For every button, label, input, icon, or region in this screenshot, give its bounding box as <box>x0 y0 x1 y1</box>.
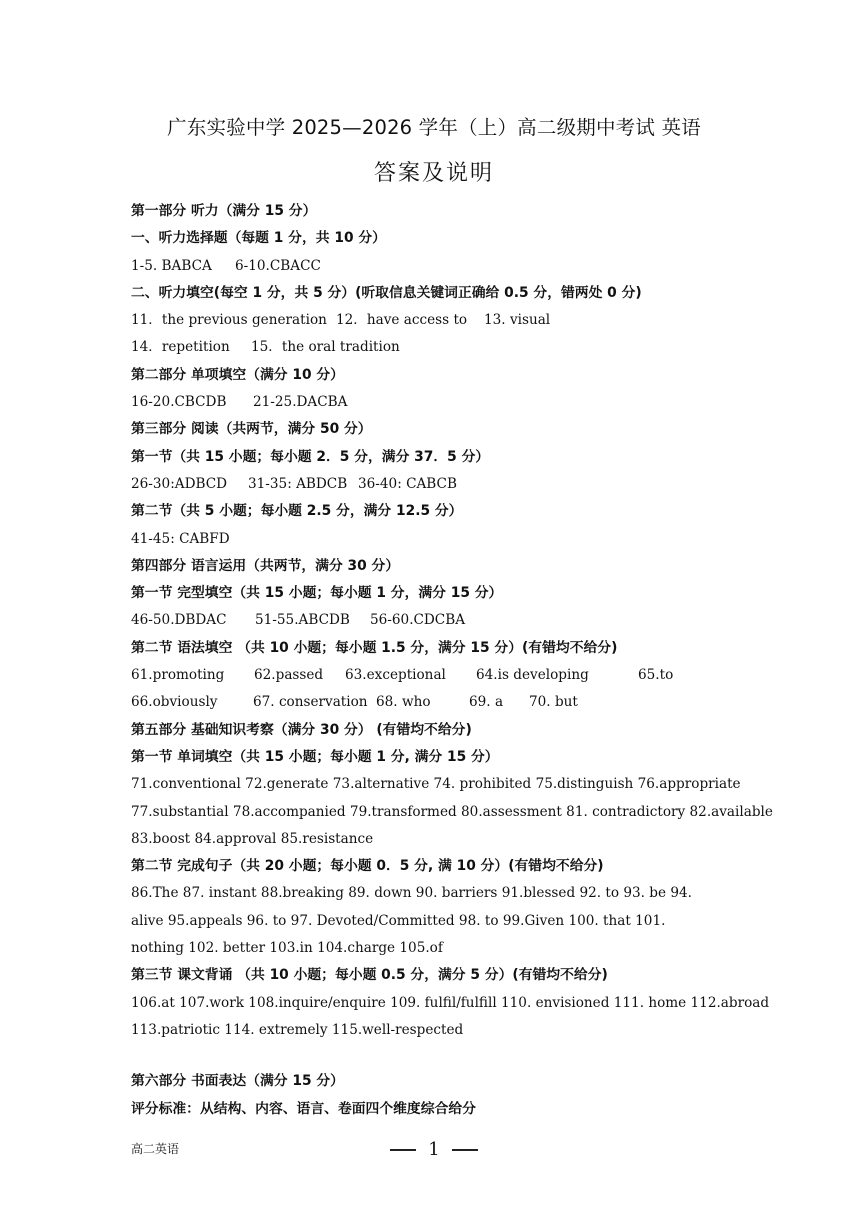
document-subtitle: 答案及说明 <box>373 161 494 186</box>
answer-item: 21-25.DACBA <box>253 394 348 411</box>
page-number <box>0 1139 868 1160</box>
answer-item: 64.is developing <box>476 667 589 684</box>
section-heading: 第二节（共 5 小题；每小题 2.5 分，满分 12.5 分） <box>131 503 463 520</box>
section-heading: 第一节（共 15 小题；每小题 2．5 分，满分 37．5 分） <box>131 448 490 465</box>
answer-line <box>131 526 731 553</box>
answer-item: 51-55.ABCDB <box>255 612 350 629</box>
section-heading: 第二节 完成句子（共 20 小题；每小题 0．5 分, 满 10 分）(有错均不给分) <box>131 858 604 875</box>
answer-line: 113.patriotic 114. extremely 115.well-respected <box>131 1021 464 1038</box>
answer-item: 11．the previous generation <box>131 312 327 329</box>
footer-subject: 高二英语 <box>131 1142 180 1156</box>
answer-item: 61.promoting <box>131 667 225 684</box>
answer-item: 65.to <box>638 667 674 684</box>
answer-line <box>131 389 731 416</box>
answer-item: 62.passed <box>254 667 324 684</box>
section-heading: 第二部分 单项填空（满分 10 分） <box>131 366 344 383</box>
answer-line <box>131 689 731 716</box>
answer-line <box>131 253 731 280</box>
answer-item: 14．repetition <box>131 339 230 356</box>
document-title: 广东实验中学 2025—2026 学年（上）高二级期中考试 英语 <box>167 116 701 139</box>
answer-line <box>131 607 731 634</box>
answer-item: 63.exceptional <box>345 667 446 684</box>
section-gap <box>131 1044 731 1068</box>
answer-item: 13. visual <box>484 312 551 329</box>
answer-item: 70. but <box>529 694 578 711</box>
answer-line <box>131 662 731 689</box>
answer-item: 66.obviously <box>131 694 218 711</box>
section-heading: 第六部分 书面表达（满分 15 分） <box>131 1073 344 1090</box>
answer-item: 1-5. BABCA <box>131 257 212 274</box>
answer-item: 46-50.DBDAC <box>131 612 227 629</box>
answer-content <box>131 198 773 1123</box>
section-heading: 第三节 课文背诵 （共 10 小题；每小题 0.5 分，满分 5 分）(有错均不给分) <box>131 967 608 984</box>
answer-line: 83.boost 84.approval 85.resistance <box>131 830 374 847</box>
answer-item: 26-30:ADBCD <box>131 475 228 492</box>
dash-right-icon <box>452 1149 478 1151</box>
answer-item: 41-45: CABFD <box>131 530 230 547</box>
answer-item: 6-10.CBACC <box>235 257 321 274</box>
section-heading: 一、听力选择题（每题 1 分，共 10 分） <box>131 230 386 247</box>
answer-item: 15．the oral tradition <box>251 339 400 356</box>
answer-line: nothing 102. better 103.in 104.charge 105.of <box>131 940 443 957</box>
answer-item: 68. who <box>376 694 431 711</box>
answer-item: 56-60.CDCBA <box>370 612 466 629</box>
answer-item: 36-40: CABCB <box>358 475 457 492</box>
page-number-text: 1 <box>428 1139 440 1160</box>
answer-line: 86.The 87. instant 88.breaking 89. down 90. barriers 91.blessed 92. to 93. be 94. <box>131 885 692 902</box>
answer-line: alive 95.appeals 96. to 97. Devoted/Committed 98. to 99.Given 100. that 101. <box>131 912 666 929</box>
answer-item: 67. conservation <box>253 694 368 711</box>
section-heading: 第二节 语法填空 （共 10 小题；每小题 1.5 分，满分 15 分）(有错均不给分) <box>131 639 618 656</box>
answer-line <box>131 471 731 498</box>
answer-line: 77.substantial 78.accompanied 79.transformed 80.assessment 81. contradictory 82.available <box>131 803 773 820</box>
section-heading: 第一节 单词填空（共 15 小题；每小题 1 分, 满分 15 分） <box>131 748 499 765</box>
answer-item: 16-20.CBCDB <box>131 394 227 411</box>
answer-item: 12．have access to <box>336 312 468 329</box>
answer-item: 69. a <box>469 694 504 711</box>
dash-left-icon <box>390 1149 416 1151</box>
section-heading: 第四部分 语言运用（共两节，满分 30 分） <box>131 557 400 574</box>
answer-line: 71.conventional 72.generate 73.alternative 74. prohibited 75.distinguish 76.appropriate <box>131 776 741 793</box>
section-heading: 第三部分 阅读（共两节，满分 50 分） <box>131 421 372 438</box>
section-heading: 第五部分 基础知识考察（满分 30 分） (有错均不给分) <box>131 721 472 738</box>
answer-line <box>131 334 731 361</box>
answer-item: 31-35: ABDCB <box>248 475 348 492</box>
answer-line <box>131 307 731 334</box>
section-heading: 第一部分 听力（满分 15 分） <box>131 203 317 219</box>
section-heading: 评分标准：从结构、内容、语言、卷面四个维度综合给分 <box>131 1100 476 1117</box>
section-heading: 第一节 完型填空（共 15 小题；每小题 1 分，满分 15 分） <box>131 585 503 602</box>
answer-line: 106.at 107.work 108.inquire/enquire 109. fulfil/fulfill 110. envisioned 111. home 112.abroad <box>131 994 770 1011</box>
section-heading: 二、听力填空(每空 1 分，共 5 分）(听取信息关键词正确给 0.5 分，错两处 0 分) <box>131 284 642 301</box>
